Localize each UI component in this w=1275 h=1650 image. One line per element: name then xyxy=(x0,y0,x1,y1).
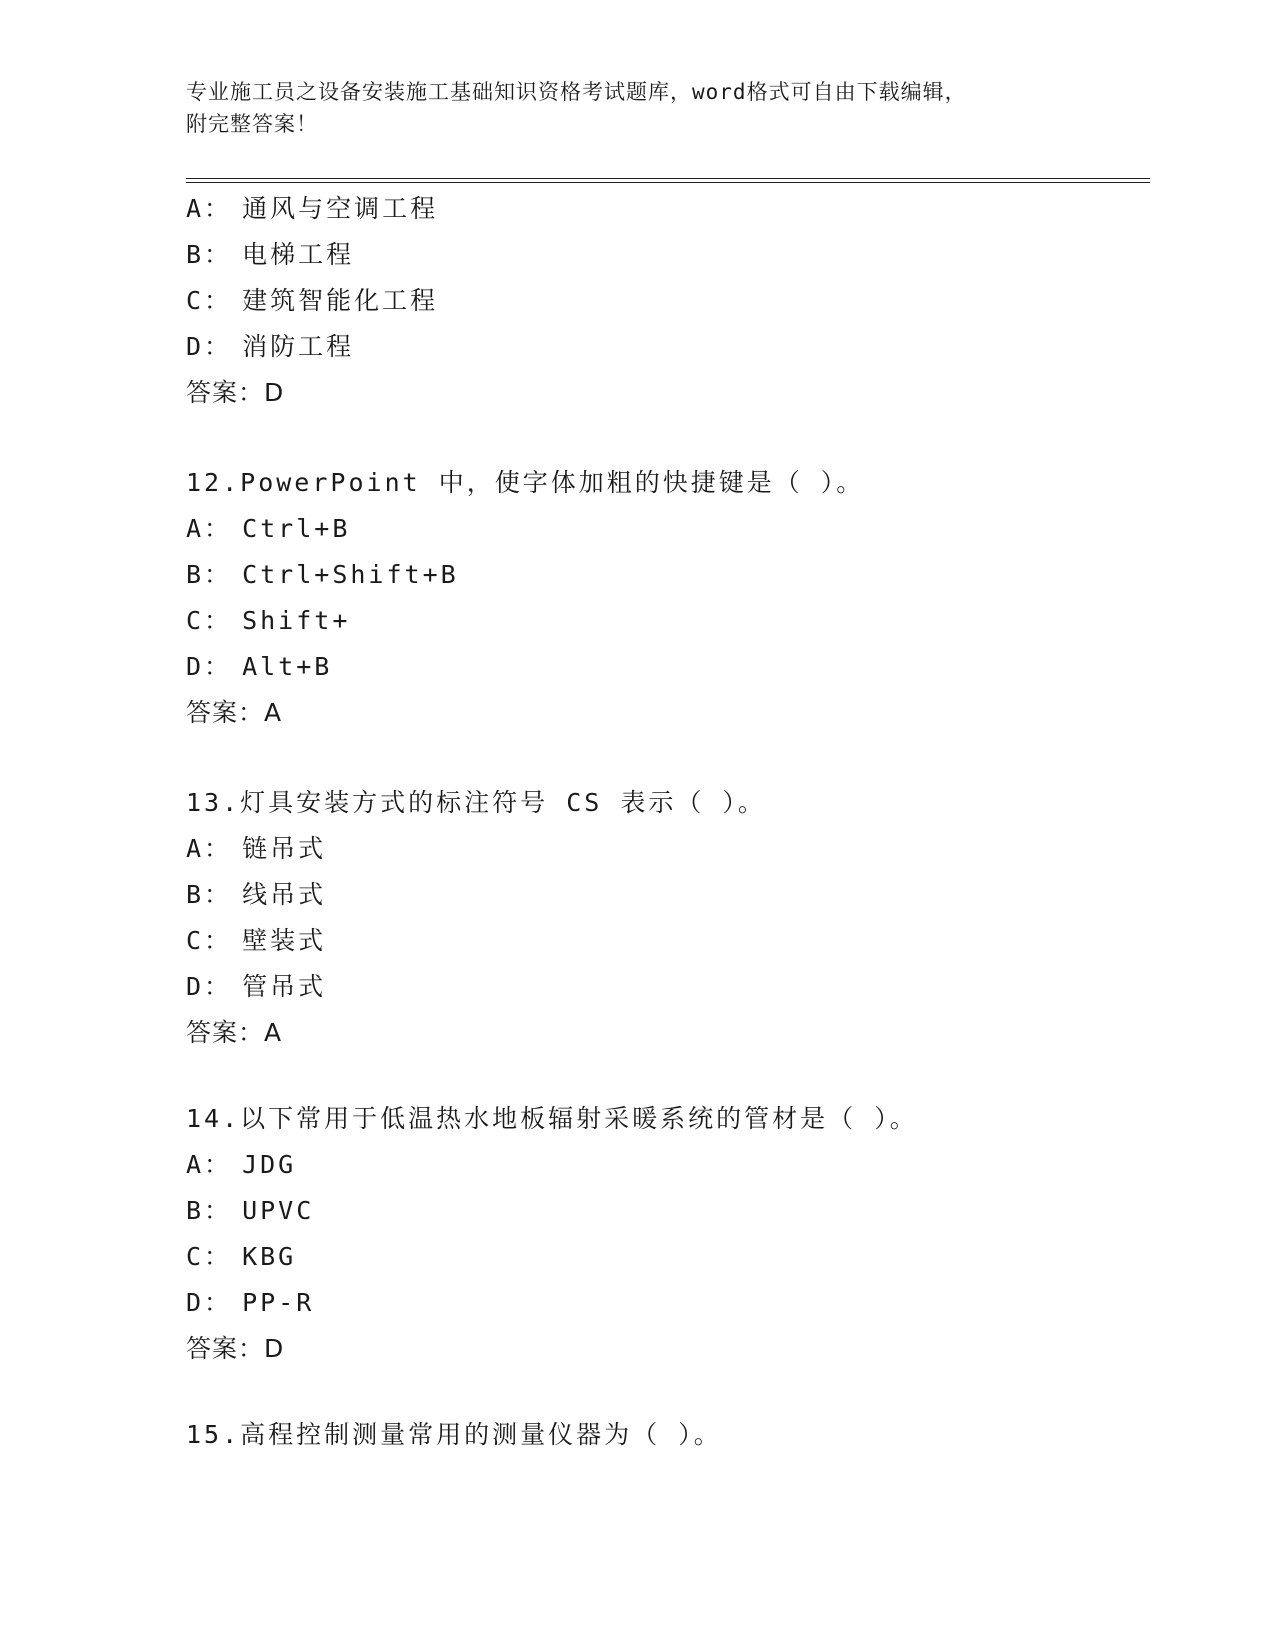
option-b: B： 电梯工程 xyxy=(186,240,355,269)
option-a: A： 通风与空调工程 xyxy=(186,194,439,223)
option-a: A： Ctrl+B xyxy=(186,514,351,543)
option-d: D： PP-R xyxy=(186,1288,315,1317)
option-c: C： Shift+ xyxy=(186,606,351,635)
question-text: 12.PowerPoint 中，使字体加粗的快捷键是（ ）。 xyxy=(186,468,865,497)
header-line-1: 专业施工员之设备安装施工基础知识资格考试题库，word格式可自由下载编辑， xyxy=(186,80,967,104)
question-text: 14.以下常用于低温热水地板辐射采暖系统的管材是（ ）。 xyxy=(186,1104,918,1133)
question-13 xyxy=(186,780,1146,1056)
option-c: C： 壁装式 xyxy=(186,926,327,955)
option-a: A： 链吊式 xyxy=(186,834,327,863)
header-divider xyxy=(186,178,1150,183)
option-b: B： Ctrl+Shift+B xyxy=(186,560,459,589)
option-c: C： KBG xyxy=(186,1242,297,1271)
option-d: D： Alt+B xyxy=(186,652,333,681)
option-c: C： 建筑智能化工程 xyxy=(186,286,439,315)
option-d: D： 消防工程 xyxy=(186,332,355,361)
question-15 xyxy=(186,1412,1146,1458)
question-12 xyxy=(186,460,1146,736)
document-header xyxy=(186,76,1086,140)
header-line-2: 附完整答案！ xyxy=(186,112,318,136)
answer-line: 答案：A xyxy=(186,1018,283,1047)
option-a: A： JDG xyxy=(186,1150,297,1179)
option-d: D： 管吊式 xyxy=(186,972,327,1001)
option-b: B： UPVC xyxy=(186,1196,315,1225)
question-11 xyxy=(186,186,1146,416)
answer-line: 答案：D xyxy=(186,1334,285,1363)
option-b: B： 线吊式 xyxy=(186,880,327,909)
answer-line: 答案：D xyxy=(186,378,285,407)
answer-line: 答案：A xyxy=(186,698,283,727)
question-14 xyxy=(186,1096,1146,1372)
question-text: 13.灯具安装方式的标注符号 CS 表示（ ）。 xyxy=(186,788,766,817)
question-text: 15.高程控制测量常用的测量仪器为（ ）。 xyxy=(186,1420,722,1449)
